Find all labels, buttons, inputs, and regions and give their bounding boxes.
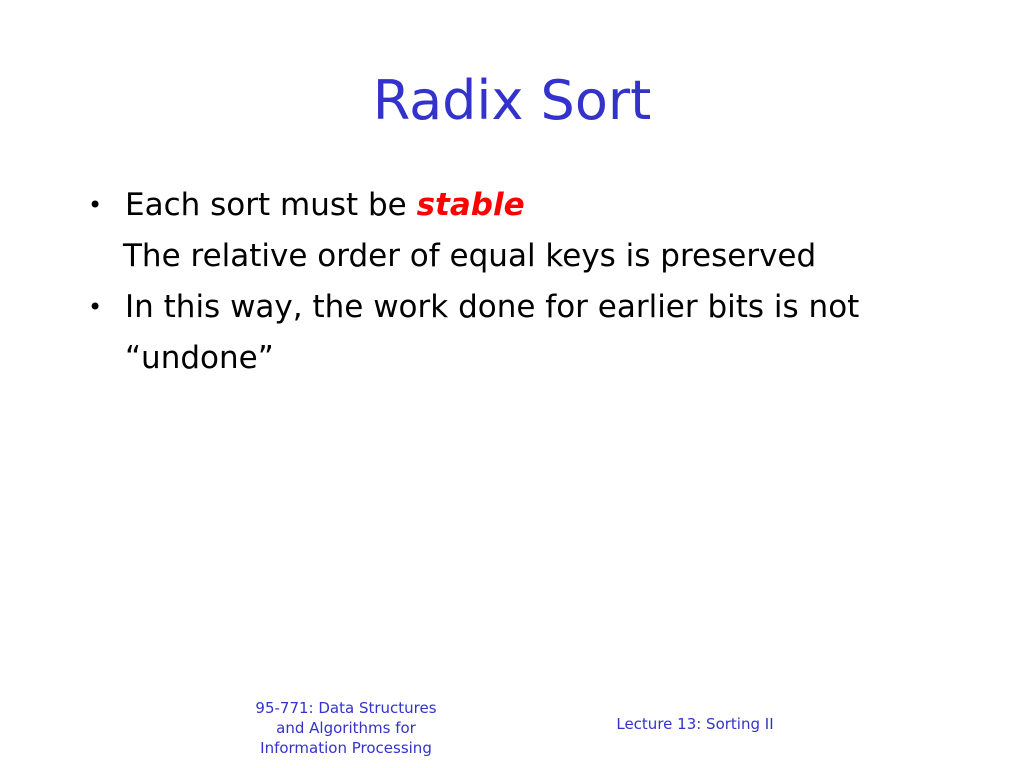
footer-course-line: Information Processing: [260, 739, 432, 757]
footer-course-line: 95-771: Data Structures: [255, 699, 437, 717]
footer-course-line: and Algorithms for: [276, 719, 416, 737]
footer-course-title: [232, 698, 460, 758]
slide-title: Radix Sort: [372, 69, 652, 132]
bullet-item-undone: [88, 282, 948, 384]
emphasis-text: stable: [416, 187, 525, 223]
bullet-list: [88, 180, 948, 384]
footer-lecture-title: Lecture 13: Sorting II: [616, 715, 774, 733]
bullet-text: In this way, the work done for earlier bits is not “undone”: [125, 289, 860, 376]
bullet-text: Each sort must be: [125, 187, 417, 223]
bullet-marker: •: [88, 293, 103, 321]
bullet-marker: •: [88, 191, 103, 219]
bullet-subline: The relative order of equal keys is preserved: [123, 238, 817, 274]
bullet-item-stable: [88, 180, 948, 231]
